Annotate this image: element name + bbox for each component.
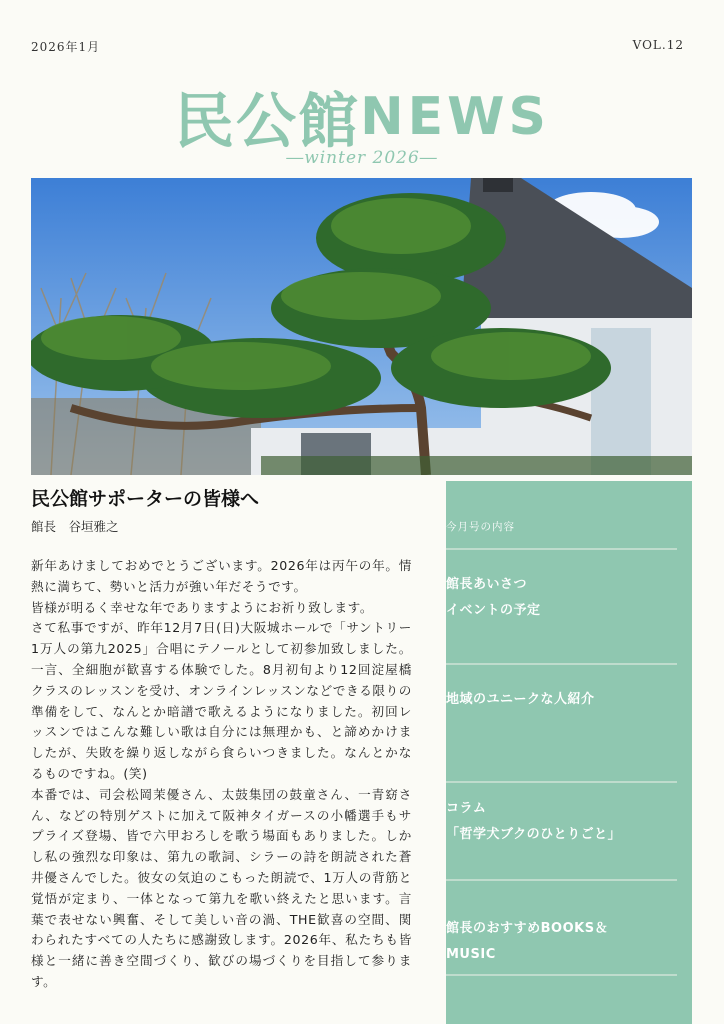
toc-item-column: コラム bbox=[446, 801, 487, 816]
article-author: 館長 谷垣雅之 bbox=[31, 519, 119, 534]
toc-divider bbox=[446, 548, 677, 550]
title-japanese: 民公館 bbox=[174, 87, 361, 157]
article-body bbox=[31, 556, 412, 993]
article-paragraph: 皆様が明るく幸せな年でありますようにお祈り致します。 bbox=[31, 599, 374, 615]
title-english: NEWS bbox=[360, 87, 550, 147]
article-paragraph: 新年あけましておめでとうございます。2026年は丙午の年。情熱に満ちて、勢いと活力が強い年だそうです。 bbox=[31, 558, 412, 594]
table-of-contents bbox=[446, 481, 692, 1024]
toc-item-recommendations: 館長のおすすめBOOKS＆ bbox=[446, 921, 609, 936]
issue-date: 2026年1月 bbox=[31, 40, 101, 54]
toc-divider bbox=[446, 781, 677, 783]
toc-item-events: イベントの予定 bbox=[446, 603, 541, 618]
hero-photo bbox=[31, 178, 692, 475]
article-headline: 民公館サポーターの皆様へ bbox=[31, 488, 260, 510]
toc-heading: 今月号の内容 bbox=[446, 521, 515, 533]
toc-divider bbox=[446, 663, 677, 665]
article-paragraph: 本番では、司会松岡茉優さん、太鼓集団の鼓童さん、一青窈さん、などの特別ゲストに加えて阪神タイガースの小幡選手もサプライズ登場、皆で六甲おろしを歌う場面もありました。しかし私の強烈な印象は、第九の歌詞、シラーの詩を朗読された蒼井優さんでした。彼女の気迫のこもった朗読で、1万人の背筋と覚悟が定まり、一体となって第九を歌い終えたと思います。言葉で表せない興奮、そして美しい音の渦、THE歓喜の空間、関わられたすべての人たちに感謝致します。2026年、私たちも皆様と一緒に善き空間づくり、歓びの場づくりを目指して参ります。 bbox=[31, 786, 412, 989]
pine-tree-and-building-photo bbox=[31, 178, 692, 475]
toc-item-music: MUSIC bbox=[446, 947, 496, 962]
article-paragraph: さて私事ですが、昨年12月7日(日)大阪城ホールで「サントリー1万人の第九2025」合唱にテノールとして初参加致しました。一言、全細胞が歓喜する体験でした。8月初旬より12回淀屋橋クラスのレッスンを受け、オンラインレッスンなどできる限りの準備をして、なんとか暗譜で歌えるようになりました。初回レッスンではこんな難しい歌は自分には無理かも、と諦めかけましたが、失敗を繰り返しながら食らいつきました。なんとかなるものですね。(笑) bbox=[31, 620, 412, 781]
toc-item-people: 地域のユニークな人紹介 bbox=[446, 692, 595, 707]
toc-divider bbox=[446, 879, 677, 881]
newsletter-subtitle: ―winter 2026― bbox=[286, 148, 438, 168]
toc-item-column-title: 「哲学犬ブクのひとりごと」 bbox=[446, 827, 622, 842]
toc-divider bbox=[446, 974, 677, 976]
issue-volume: VOL.12 bbox=[632, 38, 684, 52]
toc-item-greeting: 館長あいさつ bbox=[446, 577, 528, 592]
